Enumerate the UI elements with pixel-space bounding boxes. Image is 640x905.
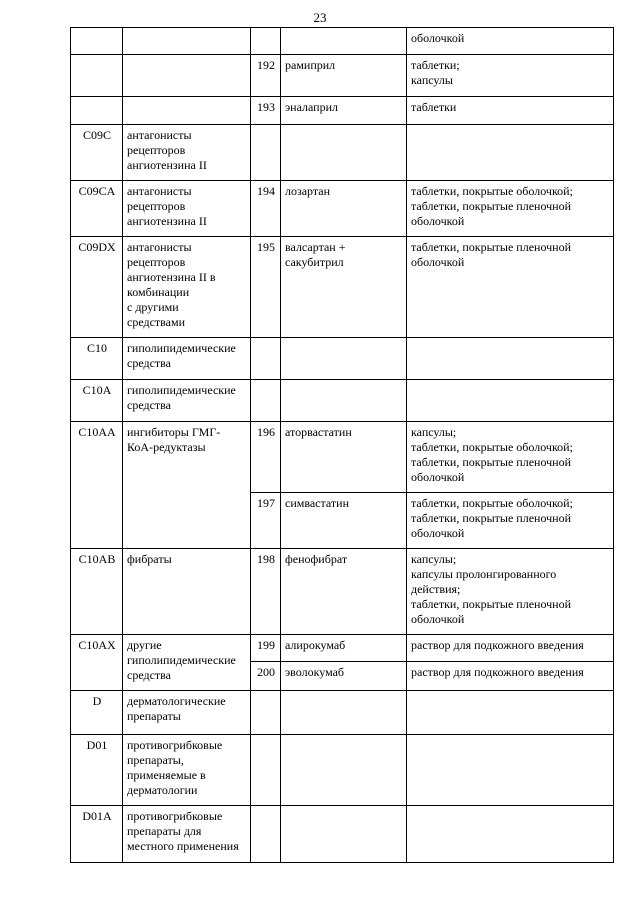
group-line: другие <box>127 638 162 652</box>
drug-name-line: лозартан <box>285 184 331 198</box>
drug-name-cell <box>281 422 407 493</box>
dosage-form-line: раствор для подкожного введения <box>411 638 584 652</box>
atc-code-cell: C09CA <box>71 181 123 237</box>
table-row <box>71 806 614 863</box>
dosage-form-line: оболочкой <box>411 612 465 626</box>
group-line: гиполипидемические <box>127 653 236 667</box>
drug-name-cell <box>281 28 407 55</box>
group-cell <box>123 181 251 237</box>
dosage-form-line: капсулы <box>411 73 453 87</box>
table-row <box>71 55 614 97</box>
group-line: препараты <box>127 709 181 723</box>
number-cell: 192 <box>251 55 281 97</box>
number-cell <box>251 735 281 806</box>
number-cell <box>251 806 281 863</box>
group-cell <box>123 237 251 338</box>
table-row <box>71 635 614 662</box>
number-cell <box>251 338 281 380</box>
dosage-form-line: таблетки; <box>411 58 460 72</box>
dosage-form-cell <box>407 181 614 237</box>
group-cell <box>123 125 251 181</box>
group-line: препараты для <box>127 824 202 838</box>
atc-code-cell: C10AX <box>71 635 123 691</box>
number-cell: 197 <box>251 493 281 549</box>
atc-code-cell: C10AA <box>71 422 123 549</box>
group-line: ангиотензина II в <box>127 270 216 284</box>
atc-code-cell: D01A <box>71 806 123 863</box>
group-line: КоА-редуктазы <box>127 440 206 454</box>
number-cell <box>251 691 281 735</box>
dosage-form-cell <box>407 380 614 422</box>
group-line: противогрибковые <box>127 738 223 752</box>
group-line: с другими <box>127 300 179 314</box>
group-line: рецепторов <box>127 255 186 269</box>
group-line: средства <box>127 668 172 682</box>
number-cell: 196 <box>251 422 281 493</box>
group-line: препараты, <box>127 753 184 767</box>
group-cell <box>123 806 251 863</box>
drug-name-cell <box>281 55 407 97</box>
dosage-form-cell <box>407 691 614 735</box>
group-line: гиполипидемические <box>127 383 236 397</box>
dosage-form-cell <box>407 97 614 125</box>
table-row <box>71 735 614 806</box>
drug-name-cell <box>281 380 407 422</box>
number-cell: 194 <box>251 181 281 237</box>
group-line: местного применения <box>127 839 239 853</box>
dosage-form-line: таблетки, покрытые оболочкой; <box>411 184 573 198</box>
group-line: антагонисты <box>127 128 192 142</box>
drug-name-cell <box>281 735 407 806</box>
group-line: рецепторов <box>127 199 186 213</box>
dosage-form-line: оболочкой <box>411 526 465 540</box>
atc-code-cell: D01 <box>71 735 123 806</box>
dosage-form-line: таблетки, покрытые пленочной <box>411 199 572 213</box>
group-line: фибраты <box>127 552 172 566</box>
dosage-form-line: действия; <box>411 582 461 596</box>
dosage-form-line: оболочкой <box>411 255 465 269</box>
group-cell <box>123 55 251 97</box>
group-cell <box>123 549 251 635</box>
group-line: применяемые в <box>127 768 206 782</box>
table-row <box>71 181 614 237</box>
dosage-form-line: таблетки, покрытые оболочкой; <box>411 440 573 454</box>
drug-name-cell <box>281 237 407 338</box>
group-line: средства <box>127 398 172 412</box>
dosage-form-line: капсулы; <box>411 552 457 566</box>
group-line: гиполипидемические <box>127 341 236 355</box>
drug-name-line: рамиприл <box>285 58 336 72</box>
group-line: ангиотензина II <box>127 214 207 228</box>
dosage-form-cell <box>407 125 614 181</box>
group-line: ингибиторы ГМГ- <box>127 425 221 439</box>
number-cell: 195 <box>251 237 281 338</box>
dosage-form-line: раствор для подкожного введения <box>411 665 584 679</box>
dosage-form-cell <box>407 422 614 493</box>
table-row <box>71 97 614 125</box>
table-row <box>71 28 614 55</box>
drug-name-line: алирокумаб <box>285 638 346 652</box>
table-row <box>71 380 614 422</box>
dosage-form-cell <box>407 55 614 97</box>
drug-name-cell <box>281 662 407 691</box>
group-cell <box>123 97 251 125</box>
group-cell <box>123 380 251 422</box>
atc-code-cell: C10 <box>71 338 123 380</box>
dosage-form-line: капсулы; <box>411 425 457 439</box>
dosage-form-line: оболочкой <box>411 214 465 228</box>
group-cell <box>123 735 251 806</box>
dosage-form-line: таблетки, покрытые пленочной <box>411 240 572 254</box>
atc-code-cell <box>71 97 123 125</box>
drug-name-cell <box>281 635 407 662</box>
dosage-form-line: таблетки, покрытые пленочной <box>411 597 572 611</box>
drug-name-line: эволокумаб <box>285 665 345 679</box>
number-cell <box>251 125 281 181</box>
atc-code-cell: C09DX <box>71 237 123 338</box>
group-line: антагонисты <box>127 240 192 254</box>
drug-table <box>70 27 614 863</box>
drug-name-line: симвастатин <box>285 496 349 510</box>
number-cell: 199 <box>251 635 281 662</box>
atc-code-cell <box>71 28 123 55</box>
group-line: комбинации <box>127 285 190 299</box>
number-cell <box>251 380 281 422</box>
group-line: противогрибковые <box>127 809 223 823</box>
dosage-form-line: таблетки, покрытые пленочной <box>411 511 572 525</box>
number-cell: 200 <box>251 662 281 691</box>
dosage-form-line: таблетки <box>411 100 457 114</box>
group-line: ангиотензина II <box>127 158 207 172</box>
dosage-form-line: таблетки, покрытые пленочной <box>411 455 572 469</box>
dosage-form-line: таблетки, покрытые оболочкой; <box>411 496 573 510</box>
drug-name-cell <box>281 181 407 237</box>
number-cell <box>251 28 281 55</box>
atc-code-cell: C09C <box>71 125 123 181</box>
atc-code-cell: C10AB <box>71 549 123 635</box>
drug-name-line: валсартан + <box>285 240 346 254</box>
group-line: антагонисты <box>127 184 192 198</box>
atc-code-cell <box>71 55 123 97</box>
drug-name-line: сакубитрил <box>285 255 344 269</box>
dosage-form-cell <box>407 662 614 691</box>
group-line: средствами <box>127 315 186 329</box>
drug-name-line: фенофибрат <box>285 552 348 566</box>
group-line: дерматологии <box>127 783 198 797</box>
table-row <box>71 422 614 493</box>
table-row <box>71 691 614 735</box>
number-cell: 193 <box>251 97 281 125</box>
table-row <box>71 338 614 380</box>
dosage-form-line: капсулы пролонгированного <box>411 567 557 581</box>
dosage-form-cell <box>407 237 614 338</box>
drug-name-cell <box>281 493 407 549</box>
table-row <box>71 549 614 635</box>
drug-name-line: эналаприл <box>285 100 338 114</box>
group-cell <box>123 422 251 549</box>
atc-code-cell: C10A <box>71 380 123 422</box>
group-line: средства <box>127 356 172 370</box>
group-cell <box>123 28 251 55</box>
table-row <box>71 125 614 181</box>
dosage-form-line: оболочкой <box>411 31 465 45</box>
dosage-form-cell <box>407 806 614 863</box>
dosage-form-cell <box>407 549 614 635</box>
atc-code-cell: D <box>71 691 123 735</box>
dosage-form-cell <box>407 735 614 806</box>
drug-name-cell <box>281 338 407 380</box>
drug-name-line: аторвастатин <box>285 425 352 439</box>
group-cell <box>123 691 251 735</box>
table-row <box>71 237 614 338</box>
dosage-form-line: оболочкой <box>411 470 465 484</box>
page-number: 23 <box>313 10 327 25</box>
number-cell: 198 <box>251 549 281 635</box>
group-cell <box>123 338 251 380</box>
drug-name-cell <box>281 806 407 863</box>
dosage-form-cell <box>407 28 614 55</box>
drug-name-cell <box>281 125 407 181</box>
drug-name-cell <box>281 97 407 125</box>
group-cell <box>123 635 251 691</box>
dosage-form-cell <box>407 493 614 549</box>
drug-name-cell <box>281 549 407 635</box>
dosage-form-cell <box>407 338 614 380</box>
group-line: рецепторов <box>127 143 186 157</box>
group-line: дерматологические <box>127 694 226 708</box>
drug-name-cell <box>281 691 407 735</box>
drug-table-body <box>71 28 614 863</box>
dosage-form-cell <box>407 635 614 662</box>
